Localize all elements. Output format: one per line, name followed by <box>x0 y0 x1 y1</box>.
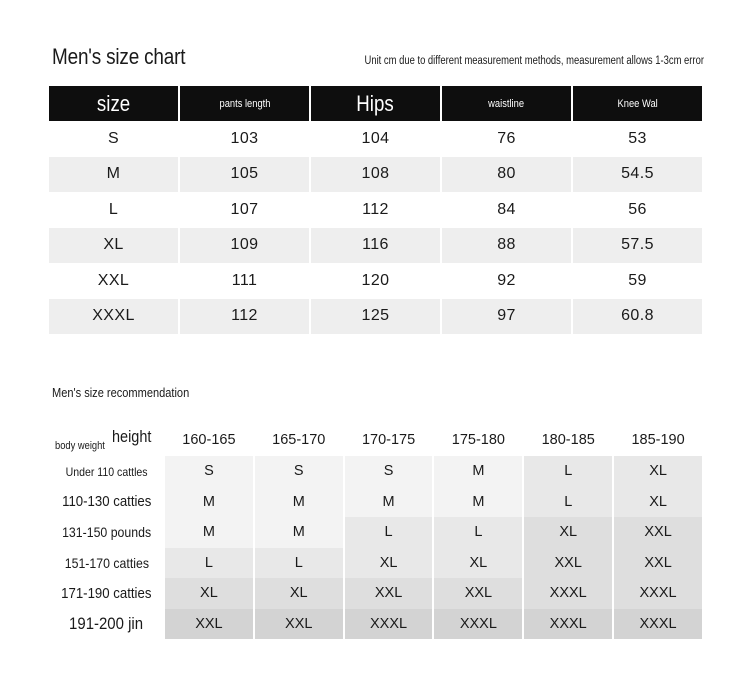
cell-waistline: 88 <box>442 228 571 264</box>
cell-hips: 116 <box>311 228 440 264</box>
header-waistline: waistline <box>442 86 571 121</box>
size-cell: XXL <box>614 548 702 579</box>
size-cell: M <box>255 487 343 518</box>
weight-range: Under 110 cattles <box>50 456 163 487</box>
measurement-note: Unit cm due to different measurement methods, measurement allows 1-3cm error <box>364 55 704 67</box>
cell-knee-width: 56 <box>628 200 647 218</box>
size-cell: XXXL <box>345 609 433 640</box>
weight-range: 191-200 jin <box>50 609 163 640</box>
size-cell: XXXL <box>524 578 612 609</box>
size-cell: XXL <box>165 609 253 640</box>
size-cell: XXXL <box>524 609 612 640</box>
size-cell: S <box>255 456 343 487</box>
cell-pants-length: 107 <box>230 200 259 218</box>
size-cell: XXXL <box>614 609 702 640</box>
size-cell: XL <box>614 487 702 518</box>
size-cell: L <box>434 517 522 548</box>
size-cell: XL <box>434 548 522 579</box>
size-cell: XL <box>614 456 702 487</box>
size-cell: XXXL <box>434 609 522 640</box>
cell-pants-length: 103 <box>230 129 259 147</box>
cell-knee-width: 59 <box>628 271 647 289</box>
cell-waistline: 92 <box>497 271 516 289</box>
weight-range: 151-170 catties <box>50 548 163 579</box>
size-cell: XL <box>345 548 433 579</box>
size-chart-header-row <box>49 86 702 121</box>
weight-range: 110-130 catties <box>50 487 163 518</box>
cell-waistline: 84 <box>497 200 516 218</box>
size-cell: L <box>255 548 343 579</box>
size-cell: L <box>165 548 253 579</box>
cell-hips: 112 <box>362 200 389 218</box>
cell-waistline: 76 <box>497 129 516 147</box>
size-chart-table <box>47 86 704 334</box>
cell-knee-width: 54.5 <box>573 157 702 193</box>
size-cell: M <box>434 456 522 487</box>
corner-cell <box>50 424 163 456</box>
header-knee-width: Knee Wal <box>573 86 702 121</box>
cell-hips: 108 <box>311 157 440 193</box>
size-cell: XL <box>165 578 253 609</box>
size-cell: XXL <box>434 578 522 609</box>
table-row <box>50 548 702 579</box>
header-pants-length: pants length <box>180 86 309 121</box>
cell-size: XXXL <box>49 299 178 335</box>
height-range: 175-180 <box>434 424 522 456</box>
cell-pants-length: 111 <box>231 271 258 289</box>
cell-knee-width: 57.5 <box>573 228 702 264</box>
cell-hips: 125 <box>311 299 440 335</box>
header-size: size <box>49 86 178 121</box>
size-cell: M <box>165 487 253 518</box>
height-axis-label: height <box>112 427 152 446</box>
table-row <box>49 263 702 299</box>
size-cell: XL <box>524 517 612 548</box>
size-cell: XXL <box>524 548 612 579</box>
size-recommendation-table <box>48 424 704 639</box>
size-cell: XXL <box>255 609 343 640</box>
cell-waistline: 97 <box>442 299 571 335</box>
size-cell: XXL <box>614 517 702 548</box>
size-cell: L <box>345 517 433 548</box>
height-range: 170-175 <box>345 424 433 456</box>
table-row <box>49 157 702 193</box>
table-row <box>49 192 702 228</box>
size-cell: M <box>345 487 433 518</box>
header-hips: Hips <box>311 86 440 121</box>
table-row <box>49 228 702 264</box>
table-row <box>50 578 702 609</box>
height-range: 160-165 <box>165 424 253 456</box>
size-cell: M <box>434 487 522 518</box>
height-range: 165-170 <box>255 424 343 456</box>
table-row <box>49 299 702 335</box>
recommendation-title: Men's size recommendation <box>52 385 190 400</box>
cell-waistline: 80 <box>442 157 571 193</box>
cell-hips: 104 <box>361 129 390 147</box>
cell-pants-length: 105 <box>180 157 309 193</box>
table-row <box>50 487 702 518</box>
table-row <box>50 609 702 640</box>
cell-pants-length: 112 <box>180 299 309 335</box>
size-cell: XXXL <box>614 578 702 609</box>
size-cell: L <box>524 487 612 518</box>
cell-size: XL <box>49 228 178 264</box>
weight-range: 131-150 pounds <box>50 517 163 548</box>
cell-pants-length: 109 <box>180 228 309 264</box>
size-chart-title: Men's size chart <box>52 44 186 69</box>
size-cell: S <box>165 456 253 487</box>
cell-size: XXL <box>97 271 130 289</box>
size-cell: M <box>165 517 253 548</box>
cell-knee-width: 53 <box>628 129 647 147</box>
cell-hips: 120 <box>361 271 390 289</box>
size-cell: XL <box>255 578 343 609</box>
cell-size: S <box>107 129 120 147</box>
cell-knee-width: 60.8 <box>573 299 702 335</box>
recommendation-header-row <box>50 424 702 456</box>
table-row <box>50 456 702 487</box>
cell-size: M <box>49 157 178 193</box>
cell-size: L <box>108 200 119 218</box>
height-range: 185-190 <box>614 424 702 456</box>
size-cell: L <box>524 456 612 487</box>
table-row <box>49 121 702 157</box>
size-cell: S <box>345 456 433 487</box>
height-range: 180-185 <box>524 424 612 456</box>
size-cell: M <box>255 517 343 548</box>
weight-range: 171-190 catties <box>50 578 163 609</box>
table-row <box>50 517 702 548</box>
weight-axis-label: body weight <box>55 440 105 452</box>
size-cell: XXL <box>345 578 433 609</box>
